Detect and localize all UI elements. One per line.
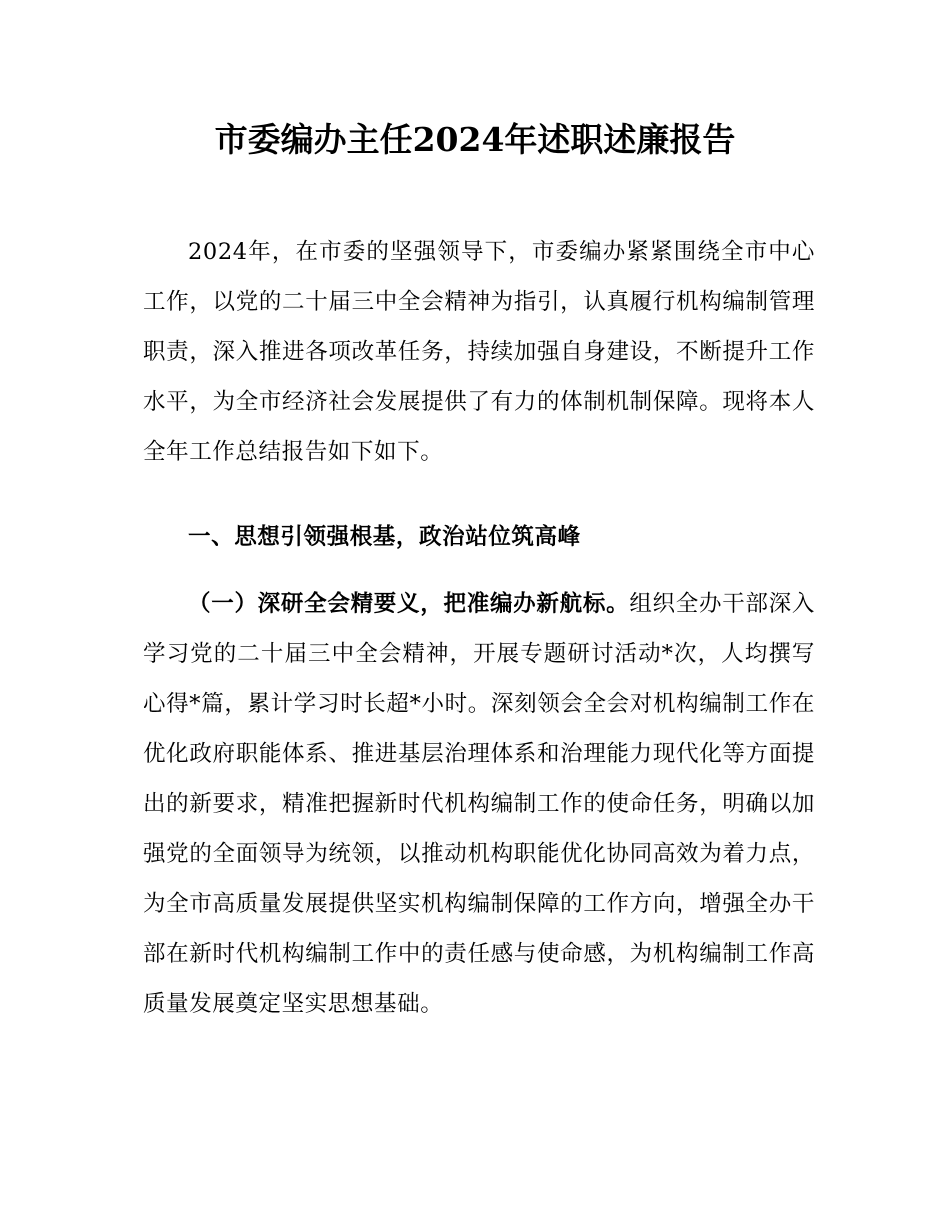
section-heading: 一、思想引领强根基，政治站位筑高峰 bbox=[188, 524, 581, 550]
subsection-body: 组织全办干部深入学习党的二十届三中全会精神，开展专题研讨活动*次，人均撰写心得*篇，累计学习时长超*小时。深刻领会全会对机构编制工作在优化政府职能体系、推进基层治理体系和治理能力现代化等方面提出的新要求，精准把握新时代机构编制工作的使命任务，明确以加强党的全面领导为统领，以推动机构职能优化协同高效为着力点，为全市高质量发展提供坚实机构编制保障的工作方向，增强全办干部在新时代机构编制工作中的责任感与使命感，为机构编制工作高质量发展奠定坚实思想基础。 bbox=[143, 591, 815, 1017]
subsection-lead: （一）深研全会精要义，把准编办新航标。 bbox=[188, 591, 630, 617]
intro-paragraph: 2024年，在市委的坚强领导下，市委编办紧紧围绕全市中心工作，以党的二十届三中全会精神为指引，认真履行机构编制管理职责，深入推进各项改革任务，持续加强自身建设，不断提升工作水平，为全市经济社会发展提供了有力的体制机制保障。现将本人全年工作总结报告如下如下。 bbox=[143, 239, 815, 465]
document-title: 市委编办主任2024年述职述廉报告 bbox=[214, 120, 736, 159]
subsection-paragraph bbox=[143, 579, 815, 1029]
